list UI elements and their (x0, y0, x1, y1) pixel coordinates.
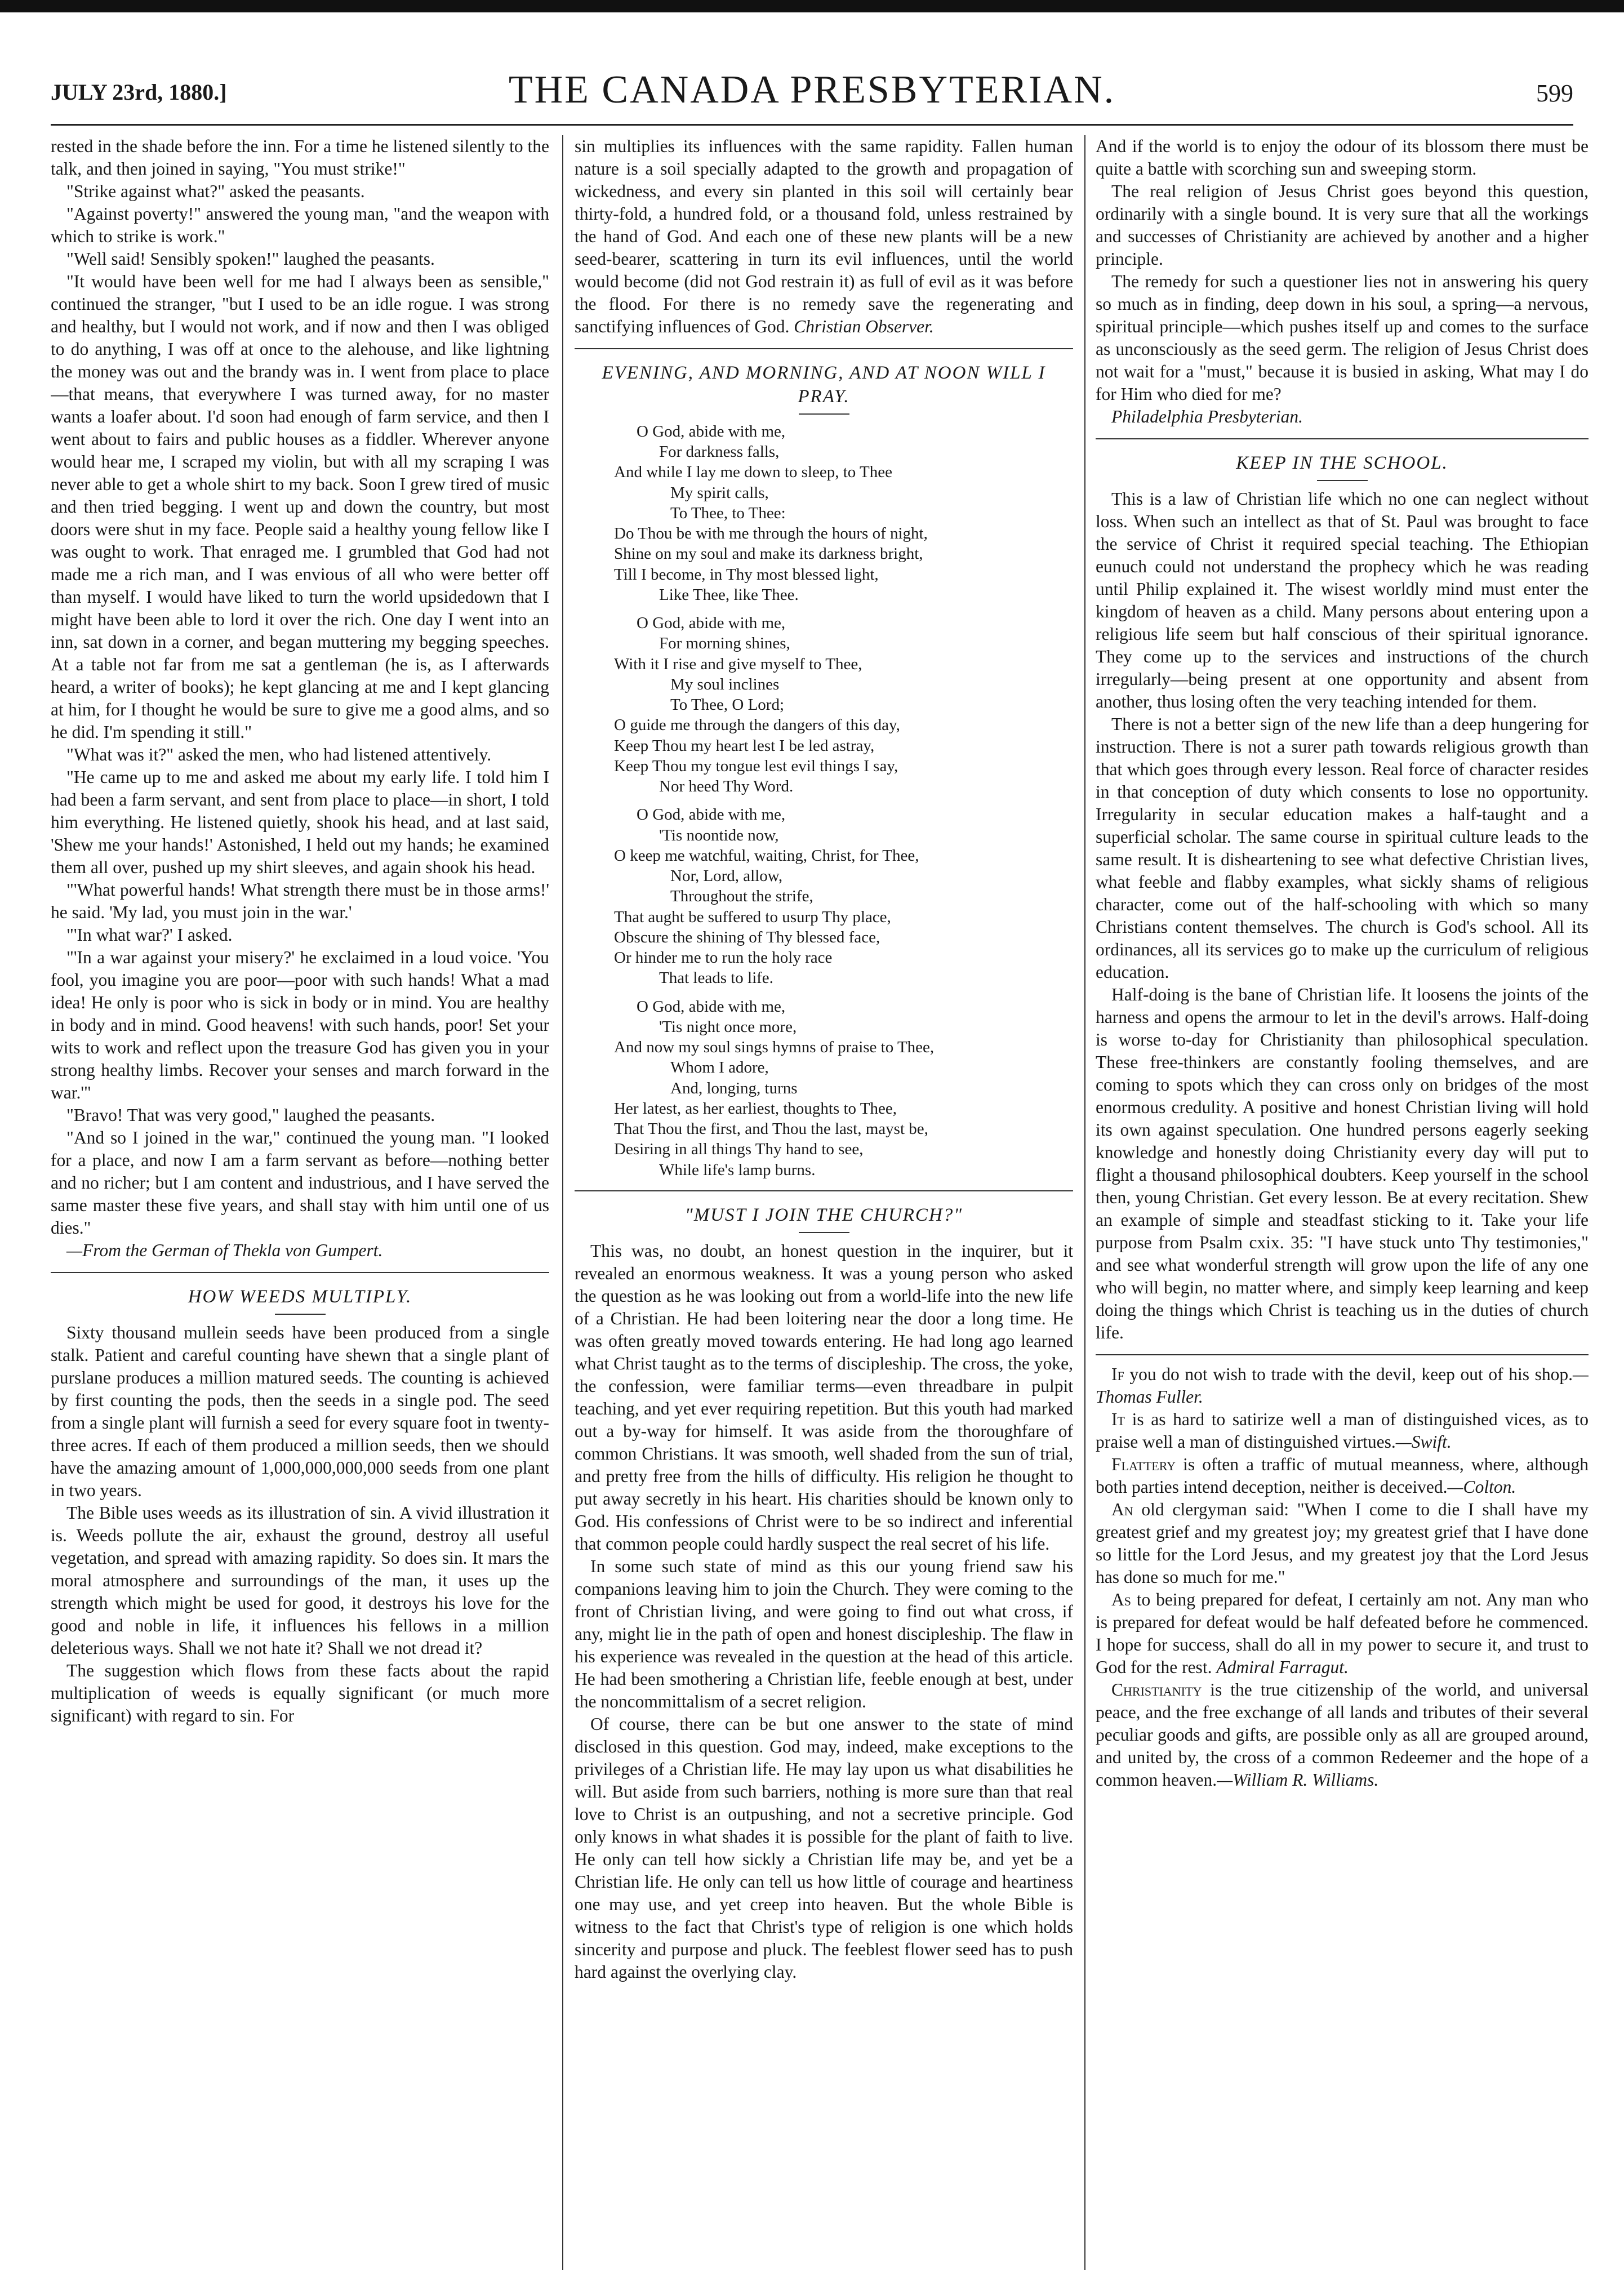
quotation-lead: As (1111, 1589, 1131, 1609)
quotation-source: —Colton. (1447, 1476, 1516, 1497)
article-title: HOW WEEDS MULTIPLY. (188, 1287, 412, 1307)
quotation (1096, 1589, 1589, 1679)
article-paragraph: Sixty thousand mullein seeds have been produced from a single stalk. Patient and careful counting have shewn that a single plant of purslane produces a million matured seeds. The counting is achieved by first counting the pods, then the seeds in a single pod. The seed from a single plant will furnish a seed for every square foot in twenty-three acres. If each of them produced a million seeds, then we should have the amazing amount of 1,000,000,000,000 seeds from one plant in two years. (51, 1322, 549, 1500)
poem-line: Keep Thou my tongue lest evil things I say, (614, 757, 898, 775)
poem-line: My spirit calls, (670, 483, 769, 502)
quotation-source: —Thomas Fuller. (1096, 1364, 1589, 1407)
quotation-lead: An (1111, 1499, 1133, 1519)
quotation-text: to being prepared for defeat, I certainly am not. Any man who is prepared for defeat would be half defeated before he commenced. I hope for success, shall do all in my power to secure it, and trust to God for the rest. (1096, 1589, 1589, 1677)
article-paragraph: "Bravo! That was very good," laughed the peasants. (66, 1105, 435, 1125)
poem-line: O God, abide with me, (637, 806, 786, 824)
poem-line: Nor heed Thy Word. (659, 777, 794, 796)
title-rule (799, 1232, 849, 1233)
article-paragraph: The suggestion which flows from these facts about the rapid multiplication of weeds is equally significant (or much more significant) with regard to sin. For (51, 1660, 549, 1725)
column-divider (1084, 135, 1085, 2270)
quotation-source: Admiral Farragut. (1216, 1657, 1349, 1677)
poem-line: Nor, Lord, allow, (670, 867, 783, 886)
quotation-lead: Flattery (1111, 1454, 1176, 1474)
article-paragraph: The Bible uses weeds as its illustration of sin. A vivid illustration it is. Weeds pollute the air, exhaust the ground, destroy all useful vegetation, and spread with amazing rapidity. So does sin. It mars the moral atmosphere and surroundings of the man, it uses up the strength which might be used for good, it destroys his love for the good and noble in life, it influences his fellows in a million deleterious ways. Shall we not hate it? Shall we not dread it? (51, 1502, 549, 1658)
poem-line: And while I lay me down to sleep, to Thee (614, 463, 892, 482)
title-rule (799, 413, 849, 415)
poem-title: EVENING, AND MORNING, AND AT NOON WILL I PRAY. (602, 363, 1046, 407)
masthead (51, 62, 1573, 124)
poem-line: O God, abide with me, (637, 422, 786, 441)
poem-line: That Thou the first, and Thou the last, mayst be, (614, 1120, 928, 1138)
article-paragraph: "Strike against what?" asked the peasants. (66, 181, 365, 201)
quotation-text: is often a traffic of mutual meanness, where, although both parties intend deception, neither is deceived. (1096, 1454, 1589, 1497)
poem-line: Desiring in all things Thy hand to see, (614, 1140, 864, 1159)
quotation (1096, 1408, 1589, 1453)
poem-line: With it I rise and give myself to Thee, (614, 655, 862, 673)
title-rule (275, 1314, 326, 1315)
article-paragraph: "'What powerful hands! What strength there must be in those arms!' he said. 'My lad, you must join in the war.' (51, 880, 549, 922)
article-paragraph: "'In what war?' I asked. (66, 925, 233, 945)
poem-stanza (575, 421, 1073, 605)
quotation-lead: It (1111, 1409, 1125, 1429)
column-1 (51, 135, 549, 2270)
article-paragraph: This was, no doubt, an honest question in the inquirer, but it revealed an enormous weakness. It was a young person who asked the question as he was looking out from a world-life into the new life of a Christian. He had been loitering near the door a long time. He was often greatly moved towards entering. He had long ago learned what Christ taught as to the terms of discipleship. The cross, the yoke, the confession, were familiar terms—even threadbare in pulpit teaching, and yet ever requiring repetition. But this youth had marked out a by-way for himself. It was aside from the thoroughfare of common Christians. It was smooth, well shaded from the sun of trial, and pretty free from the hills of difficulty. His religion he thought to put away secretly in his heart. His charities should be known only to God. His confessions of Christ were to be so indirect and inferential that common people could hardly suspect the real secret of his life. (575, 1240, 1073, 1554)
article-paragraph: Half-doing is the bane of Christian life. It loosens the joints of the harness and opens the armour to let in the devil's arrows. Half-doing is worse to-day for Christianity than philosophical speculation. These free-thinkers are constantly fooling themselves, and are coming to spots which they can cross only on bridges of the most enormous credulity. A positive and honest Christian living will hold its own against speculation. One hundred persons eagerly seeking knowledge and honestly doing Christianity every day will put to flight a thousand philosophical doubters. Keep yourself in the school then, young Christian. Get every lesson. Be at every recitation. Shew an example of simple and steadfast sticking to it. Take your life purpose from Psalm cxix. 35: "I have stuck unto Thy testimonies," and see what wonderful strength will grow upon the life of any one who will begin, no matter where, and simply keep learning and keep doing the things which Christ is teaching us in the duties of church life. (1096, 984, 1589, 1342)
poem-line: For darkness falls, (659, 443, 780, 461)
article-paragraph: The remedy for such a questioner lies not in answering his query so much as in finding, deep down in his soul, a spring—a nervous, spiritual principle—which pushes itself up and comes to the surface as unconsciously as the seed germ. The religion of Jesus Christ does not wait for a "must," because it is busied in asking, What may I do for Him who died for me? (1096, 272, 1589, 404)
poem-line: 'Tis noontide now, (659, 826, 779, 844)
column-divider (562, 135, 563, 2270)
poem-line: And now my soul sings hymns of praise to Thee, (614, 1038, 935, 1057)
article-attribution: Christian Observer. (794, 317, 934, 336)
poem-stanza (575, 997, 1073, 1180)
article-paragraph: "He came up to me and asked me about my early life. I told him I had been a farm servant, and sent from place to place—in short, I told him everything. He listened quietly, shook his head, and at last said, 'Shew me your hands!' Astonished, I held out my hands; he examined them all over, pushed up my shirt sleeves, and again shook his head. (51, 767, 549, 877)
section-rule (51, 1272, 549, 1273)
poem-line: And, longing, turns (670, 1079, 798, 1097)
poem-stanza (575, 613, 1073, 797)
poem-line: Or hinder me to run the holy race (614, 949, 833, 967)
poem-line: O God, abide with me, (637, 997, 786, 1016)
masthead-rule (51, 124, 1573, 126)
article-paragraph: rested in the shade before the inn. For a time he listened silently to the talk, and then joined in saying, "You must strike!" (51, 136, 549, 179)
quotation (1096, 1453, 1589, 1498)
quotation (1096, 1498, 1589, 1589)
poem-line: That leads to life. (659, 969, 773, 987)
newspaper-title: THE CANADA PRESBYTERIAN. (508, 68, 1116, 112)
poem-line: Like Thee, like Thee. (659, 585, 799, 604)
article-paragraph: There is not a better sign of the new life than a deep hungering for instruction. There is not a surer path towards religious growth than that which goes through every lesson. Real force of character resides in that conception of duty which consents to lose no opportunity. Irregularity in secular education makes a half-taught and a superficial scholar. The same course in spiritual culture leads to the same result. It is disheartening to see what defective Christian lives, what feeble and flabby examples, what sickly shams of religious character, come out of the half-schooling with which so many Christians content themselves. The church is God's school. All its ordinances, all its services go to make up the curriculum of religious education. (1096, 714, 1589, 982)
article-attribution: Philadelphia Presbyterian. (1111, 407, 1303, 426)
poem-line: 'Tis night once more, (659, 1017, 797, 1036)
quotation-text: is as hard to satirize well a man of distinguished vices, as to praise well a man of distinguished virtues. (1096, 1409, 1589, 1452)
article-paragraph: And if the world is to enjoy the odour of its blossom there must be quite a battle with scorching sun and sweeping storm. (1096, 136, 1589, 179)
article-paragraph: The real religion of Jesus Christ goes beyond this question, ordinarily with a single bound. It is very sure that all the workings and successes of Christianity are achieved by another and a higher principle. (1096, 181, 1589, 269)
article-paragraph: "It would have been well for me had I always been as sensible," continued the stranger, "but I used to be an idle rogue. I was strong and healthy, but I would not work, and if now and then I was obliged to do anything, I was off at once to the alehouse, and like lightning the money was out and the brandy was in. I went from place to place—that means, that everywhere I was turned away, for no master wants a loafer about. I'd soon had enough of farm service, and then I went about to fairs and public houses as a fiddler. Wherever anyone would hear me, I scraped my violin, but with all my scraping I was never able to get a whole shirt to my back. Soon I grew tired of music and then tried begging. I went up and down the country, but most doors were shut in my face. People said a healthy young fellow like I was ought to work. That enraged me. I grumbled that God had not made me a rich man, and I was envious of all who were better off than myself. I would have liked to turn the world upsidedown that I might have been able to lord it over the rich. One day I went into an inn, sat down in a corner, and began muttering my begging speeches. At a table not far from me sat a gentleman (he is, as I afterwards heard, a writer of books); he kept glancing at me and I kept glancing at him, for I thought he would be sure to give me a good alms, and so he did. I'm spending it still." (51, 272, 549, 742)
column-3 (1096, 135, 1589, 2270)
poem-line: My soul inclines (670, 675, 780, 693)
quotation-source: —Swift. (1395, 1431, 1452, 1452)
poem-line: Whom I adore, (670, 1058, 769, 1077)
poem-line: That aught be suffered to usurp Thy place, (614, 907, 891, 926)
poem-line: Her latest, as her earliest, thoughts to Thee, (614, 1099, 897, 1118)
top-border (0, 0, 1624, 12)
section-rule (575, 1190, 1073, 1191)
poem-line: While life's lamp burns. (659, 1160, 816, 1179)
quotation-text: old clergyman said: "When I come to die I shall have my greatest grief and my greatest joy; my greatest grief that I have done so little for the Lord Jesus, and my greatest joy that the Lord Jesus has done so much for me." (1096, 1499, 1589, 1587)
issue-date: JULY 23rd, 1880.] (51, 79, 227, 105)
article-title: "MUST I JOIN THE CHURCH?" (684, 1204, 963, 1225)
article-paragraph: Of course, there can be but one answer to the state of mind disclosed in this question. God may, indeed, make exceptions to the privileges of a Christian life. He may lay upon us what disabilities he will. But aside from such barriers, nothing is more sure than that real love to Christ is an outpushing, and not a secretive principle. God only knows in what shades it is possible for the plant of faith to live. He only can tell how sickly a Christian life may be, and yet be a Christian life. He only can tell us how little of courage and heartiness one may use, and yet creep into heaven. But the whole Bible is witness to the fact that Christ's type of religion is one which holds sincerity and purpose and pluck. The feeblest flower seed has to push hard against the overlying clay. (575, 1714, 1073, 1982)
poem-line: Till I become, in Thy most blessed light, (614, 565, 879, 584)
poem-line: Do Thou be with me through the hours of night, (614, 524, 928, 543)
poem-line: Obscure the shining of Thy blessed face, (614, 928, 880, 946)
paragraph-text: sin multiplies its influences with the same rapidity. Fallen human nature is a soil specially adapted to the growth and propagation of wickedness, and every sin planted in this soil will certainly bear thirty-fold, a hundred fold, or a thousand fold, unless restrained by the hand of God. And each one of these new plants will be a new seed-bearer, scattering in turn its evil influences, until the world would become (did not God restrain it) as full of evil as it was before the flood. For there is no remedy save the regenerating and sanctifying influences of God. (575, 136, 1073, 336)
section-rule (1096, 438, 1589, 439)
quotation-text: you do not wish to trade with the devil, keep out of his shop. (1124, 1364, 1573, 1384)
quotation-text: is the true citizenship of the world, and universal peace, and the free exchange of all lands and tributes of their several peculiar goods and gifts, are possible only as all are grouped around, and united by, the cross of a common Redeemer and the hope of a common heaven. (1096, 1679, 1589, 1790)
poem-line: O guide me through the dangers of this day, (614, 716, 900, 735)
article-paragraph: This is a law of Christian life which no one can neglect without loss. When such an intellect as that of St. Paul was brought to face the service of Christ it required special teaching. The Ethiopian eunuch could not understand the prophecy which he was reading until Philip explained it. The wisest worldly mind must enter the kingdom of heaven as a child. Many persons about entering upon a religious life seem but half conscious of their spiritual ignorance. They come up to the services and instructions of the church irregularly—being present at one opportunity and absent from another, thus losing often the very teaching intended for them. (1096, 488, 1589, 711)
article-paragraph: In some such state of mind as this our young friend saw his companions leaving him to join the Church. They were coming to the front of Christian living, and were going to find out what cross, if any, might lie in the path of open and honest discipleship. The flaw in his experience was revealed in the question at the head of this article. He had been smothering a Christian life, feeble enough at best, under the noncommittalism of a secret religion. (575, 1556, 1073, 1711)
poem-line: Shine on my soul and make its darkness bright, (614, 545, 923, 563)
article-title: KEEP IN THE SCHOOL. (1236, 453, 1448, 473)
article-paragraph: "Well said! Sensibly spoken!" laughed the peasants. (66, 249, 435, 269)
poem-line: For morning shines, (659, 634, 790, 653)
column-2 (575, 135, 1073, 2270)
article-paragraph: "Against poverty!" answered the young man, "and the weapon with which to strike is work." (51, 204, 549, 246)
article-paragraph: "'In a war against your misery?' he exclaimed in a loud voice. 'You fool, you imagine you are poor—poor with such hands! What a mad idea! He only is poor who is sick in body or in mind. You are healthy in body and in mind. Good heavens! with such hands, poor! Set your wits to work and reflect upon the treasure God has given you in your strong healthy limbs. Recover your senses and march forward in the war.'" (51, 947, 549, 1102)
section-rule (575, 348, 1073, 349)
poem-line: Throughout the strife, (670, 887, 813, 906)
poem-stanza (575, 804, 1073, 988)
article-paragraph: "What was it?" asked the men, who had listened attentively. (66, 745, 492, 764)
poem-line: O God, abide with me, (637, 614, 786, 633)
quotation (1096, 1679, 1589, 1791)
poem-line: To Thee, O Lord; (670, 696, 784, 714)
quotation-source: —William R. Williams. (1217, 1769, 1379, 1790)
poem (575, 421, 1073, 1180)
page-number: 599 (1536, 79, 1573, 107)
article-paragraph (575, 135, 1073, 338)
quotation-lead: Christianity (1111, 1679, 1202, 1700)
poem-line: To Thee, to Thee: (670, 504, 786, 522)
poem-line: Keep Thou my heart lest I be led astray, (614, 736, 875, 755)
quotation-lead: If (1111, 1364, 1124, 1384)
poem-line: O keep me watchful, waiting, Christ, for Thee, (614, 846, 919, 865)
article-attribution: —From the German of Thekla von Gumpert. (66, 1240, 383, 1260)
quotation (1096, 1363, 1589, 1408)
title-rule (1317, 480, 1368, 481)
article-paragraph: "And so I joined in the war," continued the young man. "I looked for a place, and now I am a farm servant as before—nothing better and no richer; but I am content and industrious, and I have served the same master these five years, and shall stay with him until one of us dies." (51, 1128, 549, 1238)
